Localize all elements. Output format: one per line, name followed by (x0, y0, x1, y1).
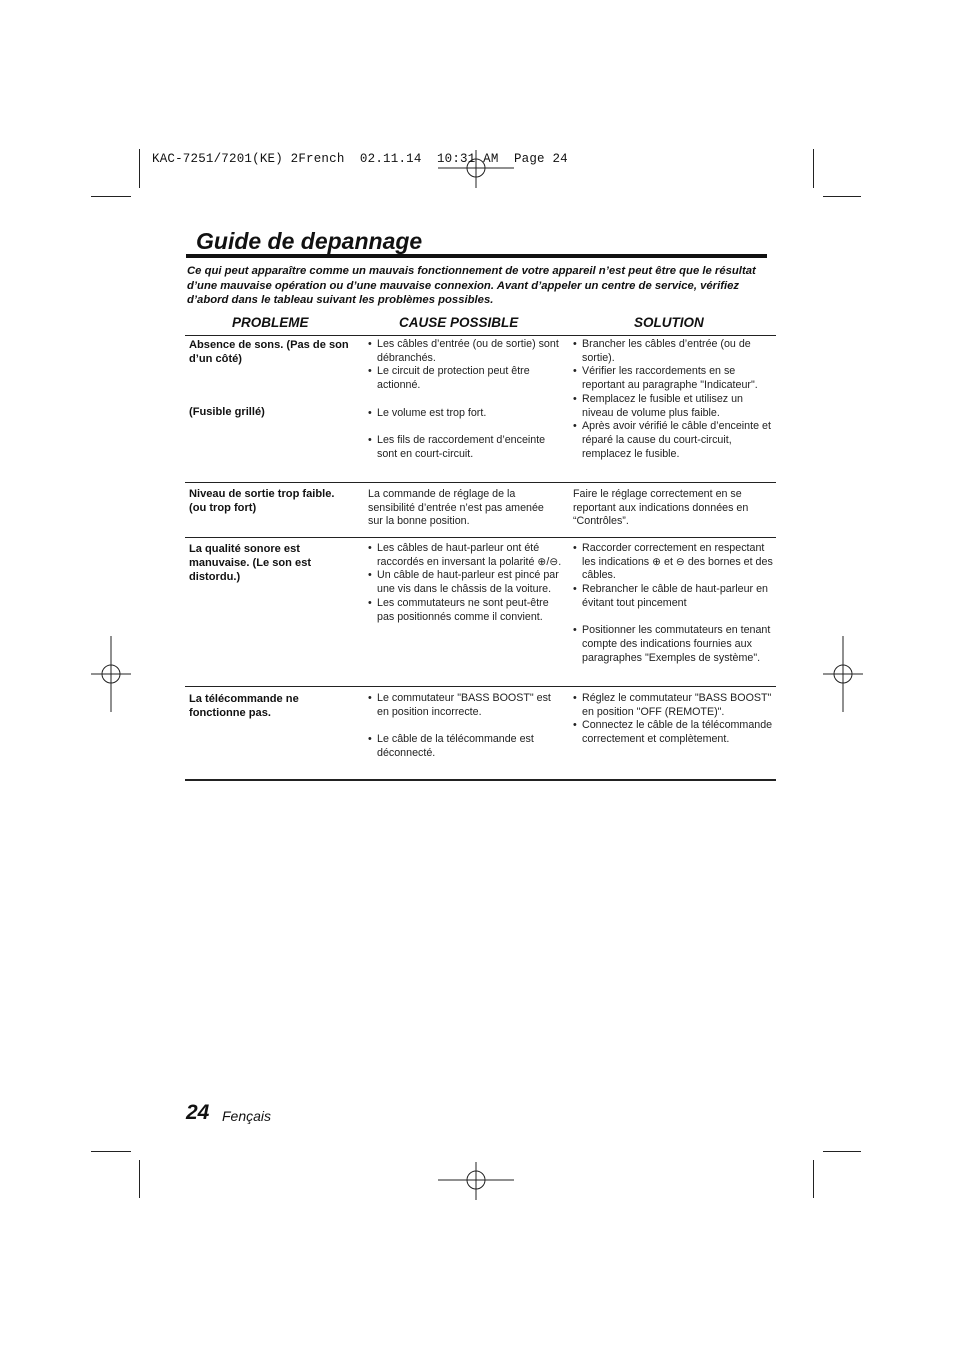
crop-mark (813, 1160, 814, 1198)
solution-cell (573, 692, 775, 747)
cause-cell (368, 542, 564, 624)
list-item: • Les fils de raccordement d’enceinte sont en court-circuit. (368, 434, 563, 461)
list-item: • Remplacez le fusible et utilisez un niveau de volume plus faible. (573, 393, 775, 420)
table-bottom-rule (185, 779, 776, 781)
list-item: • Les câbles de haut-parleur ont été raccordés en inversant la polarité ⊕/⊖. (368, 542, 564, 569)
crop-mark (91, 1151, 131, 1152)
solution-cell (573, 542, 775, 665)
crop-mark (139, 149, 140, 188)
crop-mark (91, 196, 131, 197)
list-item: • Vérifier les raccordements en se reportant au paragraphe "Indicateur". (573, 365, 775, 392)
table-rule (185, 537, 776, 538)
registration-mark-bottom (436, 1160, 516, 1202)
list-item: • Après avoir vérifié le câble d’enceinte et réparé la cause du court-circuit, remplacez le fusible. (573, 420, 775, 461)
list-item: • Les commutateurs ne sont peut-être pas positionnés comme il convient. (368, 597, 564, 624)
list-item: • Rebrancher le câble de haut-parleur en évitant tout pincement (573, 583, 775, 610)
solution-cell: Faire le réglage correctement en se reportant aux indications données en “Contrôles”. (573, 488, 749, 528)
cause-cell (368, 692, 564, 761)
list-item: • Connectez le câble de la télécommande correctement et complètement. (573, 719, 775, 746)
list-item: • Réglez le commutateur "BASS BOOST" en position "OFF (REMOTE)". (573, 692, 775, 719)
problem-no-sound: Absence de sons. (Pas de son d’un côté) (189, 339, 349, 365)
registration-mark-left (90, 635, 132, 713)
table-rule (185, 686, 776, 687)
header-solution: SOLUTION (634, 315, 704, 330)
title-rule (186, 254, 767, 258)
list-item: • Le câble de la télécommande est déconnecté. (368, 733, 564, 760)
crop-mark (139, 1160, 140, 1198)
list-item: • Un câble de haut-parleur est pincé par une vis dans le châssis de la voiture. (368, 569, 564, 596)
page-number: 24 (186, 1101, 210, 1124)
list-item: • Positionner les commutateurs en tenant compte des indications fournies aux paragraphes "Exemples de système". (573, 624, 775, 665)
solution-cell (573, 338, 775, 461)
problem-output-level: Niveau de sortie trop faible. (ou trop fort) (189, 488, 335, 514)
list-item: • Les câbles d’entrée (ou de sortie) sont débranchés. (368, 338, 563, 365)
crop-mark (823, 196, 861, 197)
header-problem: PROBLEME (232, 315, 309, 330)
registration-mark-right (822, 635, 864, 713)
page-title: Guide de depannage (196, 228, 423, 254)
list-item: • Raccorder correctement en respectant les indications ⊕ et ⊖ des bornes et des câbles. (573, 542, 775, 583)
crop-mark (823, 1151, 861, 1152)
list-item: • Le volume est trop fort. (368, 407, 563, 421)
intro-paragraph: Ce qui peut apparaître comme un mauvais fonctionnement de votre appareil n’est peut être que le résultat d’une mauvaise opération ou d’une mauvaise connexion. Avant d’appeler un centre de service, vérifiez d’abord dans le tableau suivant les problèmes possibles. (187, 265, 756, 307)
cause-cell: La commande de réglage de la sensibilité d’entrée n’est pas amenée sur la bonne position. (368, 488, 544, 528)
table-rule (185, 482, 776, 483)
language-label: Fençais (222, 1108, 272, 1124)
crop-mark (813, 149, 814, 188)
problem-remote: La télécommande ne fonctionne pas. (189, 693, 299, 719)
list-item: • Le commutateur "BASS BOOST" est en position incorrecte. (368, 692, 564, 719)
header-cause: CAUSE POSSIBLE (399, 315, 519, 330)
problem-sound-quality: La qualité sonore est manuvaise. (Le son est distordu.) (189, 543, 312, 583)
cause-cell (368, 338, 563, 461)
print-slug: KAC-7251/7201(KE) 2French 02.11.14 10:31 AM Page 24 (152, 152, 568, 166)
table-rule (185, 335, 776, 336)
problem-fuse: (Fusible grillé) (189, 406, 265, 418)
list-item: • Le circuit de protection peut être actionné. (368, 365, 563, 392)
list-item: • Brancher les câbles d’entrée (ou de sortie). (573, 338, 775, 365)
